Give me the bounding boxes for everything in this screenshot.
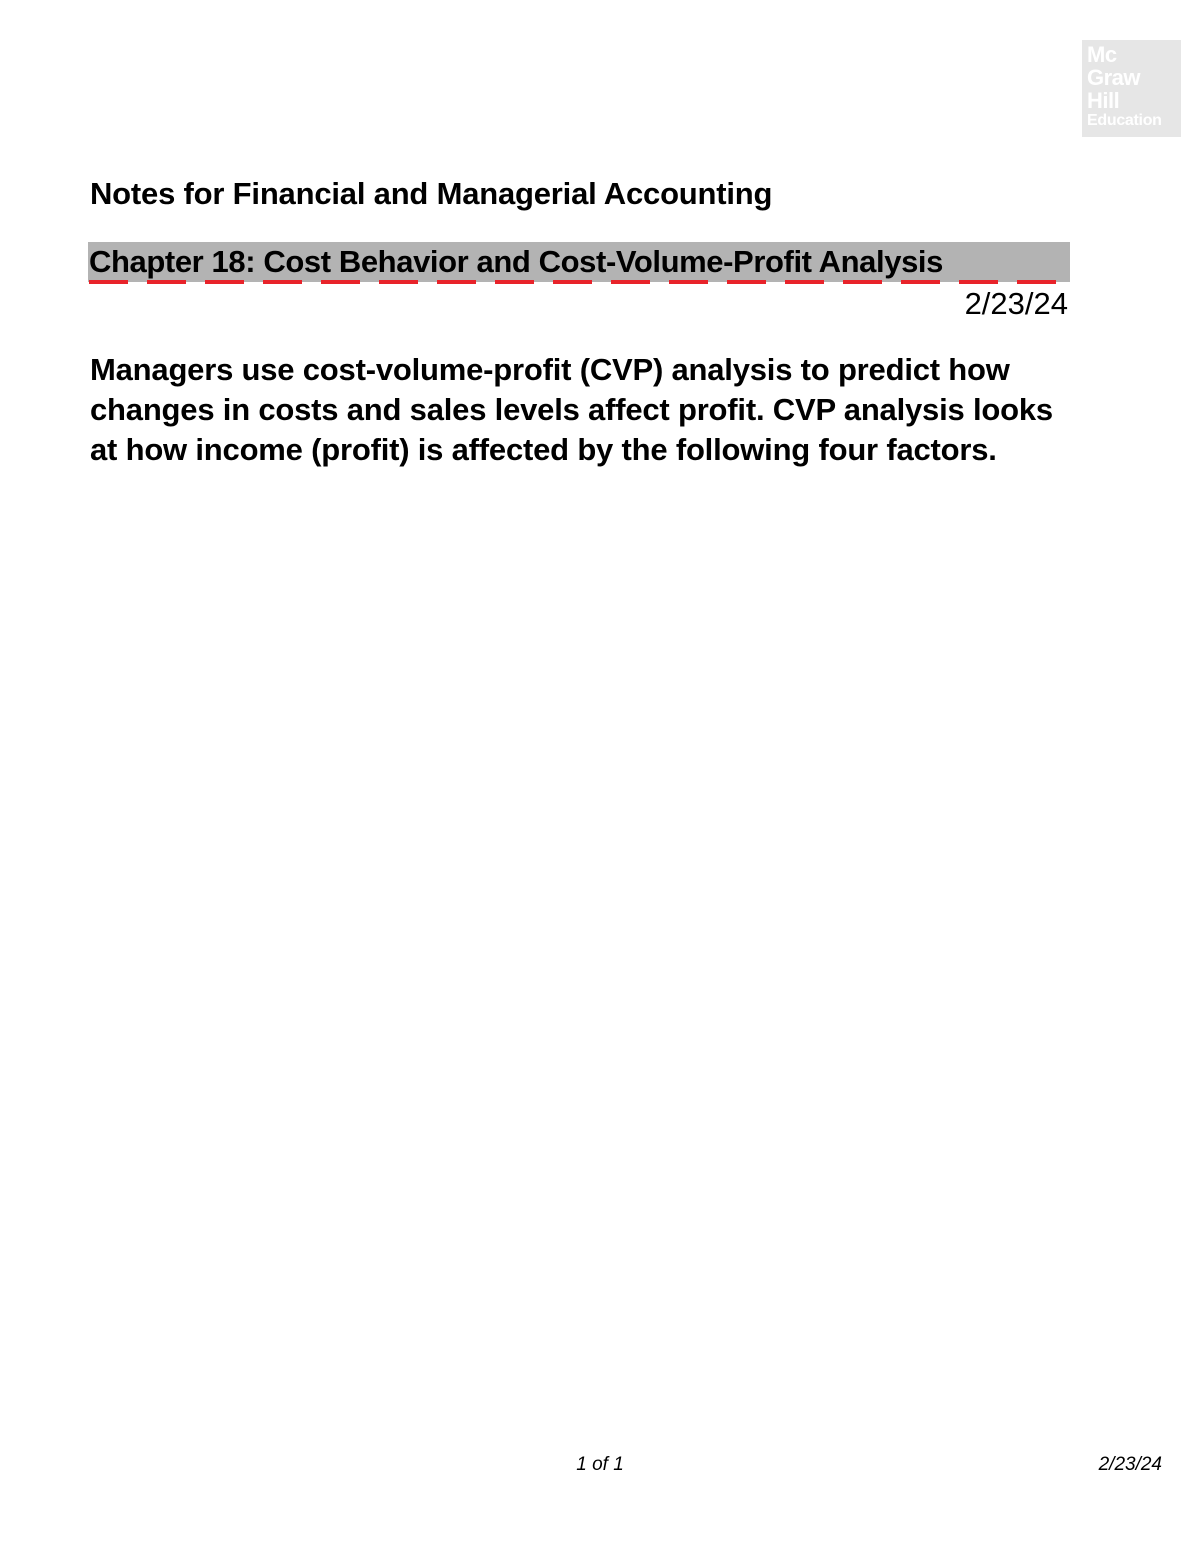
mcgraw-hill-education-logo	[1082, 40, 1181, 137]
logo-line-4: Education	[1087, 112, 1162, 129]
body-paragraph: Managers use cost-volume-profit (CVP) analysis to predict how changes in costs and sales levels affect profit. CVP analysis looks at how income (profit) is affected by the following four factors.	[90, 352, 1053, 467]
footer-date: 2/23/24	[1098, 1454, 1162, 1475]
spellcheck-underline	[89, 280, 1058, 284]
document-date: 2/23/24	[964, 286, 1068, 321]
logo-line-1: Mc	[1087, 42, 1117, 67]
page-indicator: 1 of 1	[576, 1454, 624, 1475]
document-title: Notes for Financial and Managerial Accounting	[90, 176, 773, 211]
logo-line-2: Graw	[1087, 65, 1141, 90]
logo-line-3: Hill	[1087, 88, 1120, 113]
chapter-heading[interactable]: Chapter 18: Cost Behavior and Cost-Volume-Profit Analysis	[88, 242, 1070, 282]
